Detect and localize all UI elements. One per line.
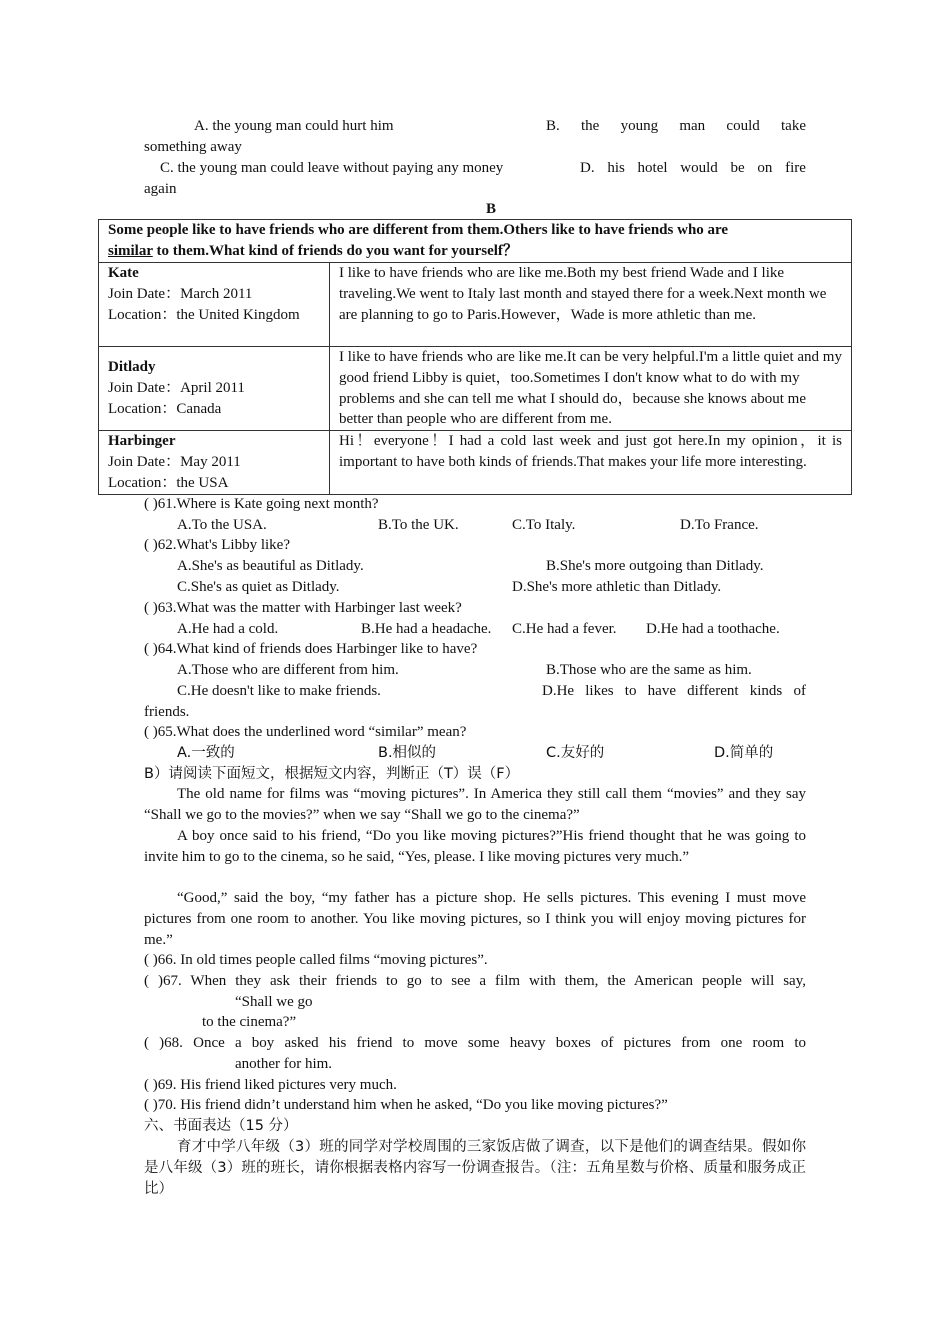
post-author-name: Ditlady	[108, 359, 156, 376]
post-join-date: Join Date：May 2011	[108, 453, 241, 470]
passage-paragraph-3: “Good,” said the boy, “my father has a picture shop. He sells pictures. This evening I must move pictures from one room to another. You like moving pictures, so I think you will enjoy moving pictures for me.”	[144, 890, 806, 948]
post-location: Location：the United Kingdom	[108, 306, 300, 323]
q64-option-b: B.Those who are the same as him.	[546, 662, 752, 678]
post-text: I like to have friends who are like me.It can be very helpful.I'm a little quiet and my good friend Libby is quiet，too.Sometimes I don't know what to do with my problems and she can tell me what I should do，because she knows about me better than people who are different from me.	[330, 347, 852, 431]
q60-option-b-end: something away	[144, 139, 242, 155]
post-author-info	[99, 263, 330, 347]
question-69: ( )69. His friend liked pictures very much.	[144, 1077, 397, 1093]
q63-option-b: B.He had a headache.	[361, 621, 492, 637]
question-65: ( )65.What does the underlined word “similar” mean?	[144, 724, 467, 740]
forum-table	[98, 219, 852, 495]
question-67-cont: “Shall we go	[235, 994, 313, 1010]
post-join-date: Join Date：April 2011	[108, 380, 245, 397]
question-68-cont: another for him.	[235, 1056, 333, 1072]
post-location: Location：the USA	[108, 474, 229, 491]
question-62: ( )62.What's Libby like?	[144, 537, 290, 553]
q63-option-c: C.He had a fever.	[512, 621, 617, 637]
q62-option-c: C.She's as quiet as Ditlady.	[177, 579, 340, 595]
q61-option-d: D.To France.	[680, 517, 759, 533]
q64-option-a: A.Those who are different from him.	[177, 662, 399, 678]
question-67: ( )67. When they ask their friends to go to see a film with them, the American people will say,	[144, 973, 806, 989]
q62-option-b: B.She's more outgoing than Ditlady.	[546, 558, 764, 574]
post-location: Location：Canada	[108, 400, 222, 417]
post-text: I like to have friends who are like me.Both my best friend Wade and I like traveling.We went to Italy last month and stayed there for a week.Next month we are planning to go to Paris.However，Wade is more athletic than me.	[330, 263, 852, 347]
post-text: Hi！everyone！I had a cold last week and just got here.In my opinion，it is important to have both kinds of friends.That makes your life more interesting.	[330, 431, 852, 494]
section-title: B	[486, 201, 497, 217]
forum-post-row	[99, 431, 852, 494]
post-join-date: Join Date：March 2011	[108, 285, 253, 302]
q65-option-a: A.一致的	[177, 745, 235, 761]
post-author-info	[99, 347, 330, 431]
q61-option-b: B.To the UK.	[378, 517, 459, 533]
question-61: ( )61.Where is Kate going next month?	[144, 496, 379, 512]
q62-option-a: A.She's as beautiful as Ditlady.	[177, 558, 364, 574]
q63-option-a: A.He had a cold.	[177, 621, 279, 637]
forum-post-row	[99, 347, 852, 431]
q61-option-c: C.To Italy.	[512, 517, 576, 533]
q60-option-b: B. the young man could take	[546, 118, 806, 134]
passage-paragraph-1: The old name for films was “moving pictures”. In America they still call them “movies” and they say “Shall we go to the movies?” when we say “Shall we go to the cinema?”	[144, 786, 806, 823]
q63-option-d: D.He had a toothache.	[646, 621, 780, 637]
forum-intro-row	[99, 220, 852, 263]
q64-option-d: D.He likes to have different kinds of	[542, 683, 806, 699]
question-70: ( )70. His friend didn’t understand him when he asked, “Do you like moving pictures?”	[144, 1097, 668, 1113]
forum-post-row	[99, 263, 852, 347]
q60-option-d-end: again	[144, 181, 177, 197]
question-67-end: to the cinema?”	[202, 1014, 297, 1030]
q65-option-c: C.友好的	[546, 745, 605, 761]
writing-heading: 六、书面表达（15 分）	[144, 1118, 298, 1134]
writing-prompt: 育才中学八年级（3）班的同学对学校周围的三家饭店做了调查，以下是他们的调查结果。假如你是八年级（3）班的班长，请你根据表格内容写一份调查报告。（注：五角星数与价格、质量和服务成正比）	[144, 1139, 806, 1197]
post-author-name: Kate	[108, 265, 139, 281]
question-64: ( )64.What kind of friends does Harbinger like to have?	[144, 641, 478, 657]
post-author-name: Harbinger	[108, 433, 176, 450]
q61-option-a: A.To the USA.	[177, 517, 267, 533]
question-63: ( )63.What was the matter with Harbinger last week?	[144, 600, 462, 616]
tf-heading: B）请阅读下面短文，根据短文内容，判断正（T）误（F）	[144, 766, 520, 782]
post-author-info	[99, 431, 330, 494]
q60-option-a: A. the young man could hurt him	[194, 118, 394, 134]
underlined-word: similar	[108, 242, 153, 259]
forum-intro: Some people like to have friends who are different from them.Others like to have friends who are similar to them.What kind of friends do you want for yourself？	[99, 220, 852, 263]
passage-paragraph-2: A boy once said to his friend, “Do you like moving pictures?”His friend thought that he was going to invite him to go to the cinema, so he said, “Yes, please. I like moving pictures very much.”	[144, 828, 806, 865]
q60-option-c: C. the young man could leave without paying any money	[160, 160, 504, 176]
question-68: ( )68. Once a boy asked his friend to move some heavy boxes of pictures from one room to	[144, 1035, 806, 1051]
q64-option-d-end: friends.	[144, 704, 190, 720]
q60-option-d: D. his hotel would be on fire	[580, 160, 806, 176]
q65-option-d: D.简单的	[714, 745, 774, 761]
q65-option-b: B.相似的	[378, 745, 437, 761]
question-66: ( )66. In old times people called films “moving pictures”.	[144, 952, 488, 968]
q64-option-c: C.He doesn't like to make friends.	[177, 683, 381, 699]
q62-option-d: D.She's more athletic than Ditlady.	[512, 579, 722, 595]
